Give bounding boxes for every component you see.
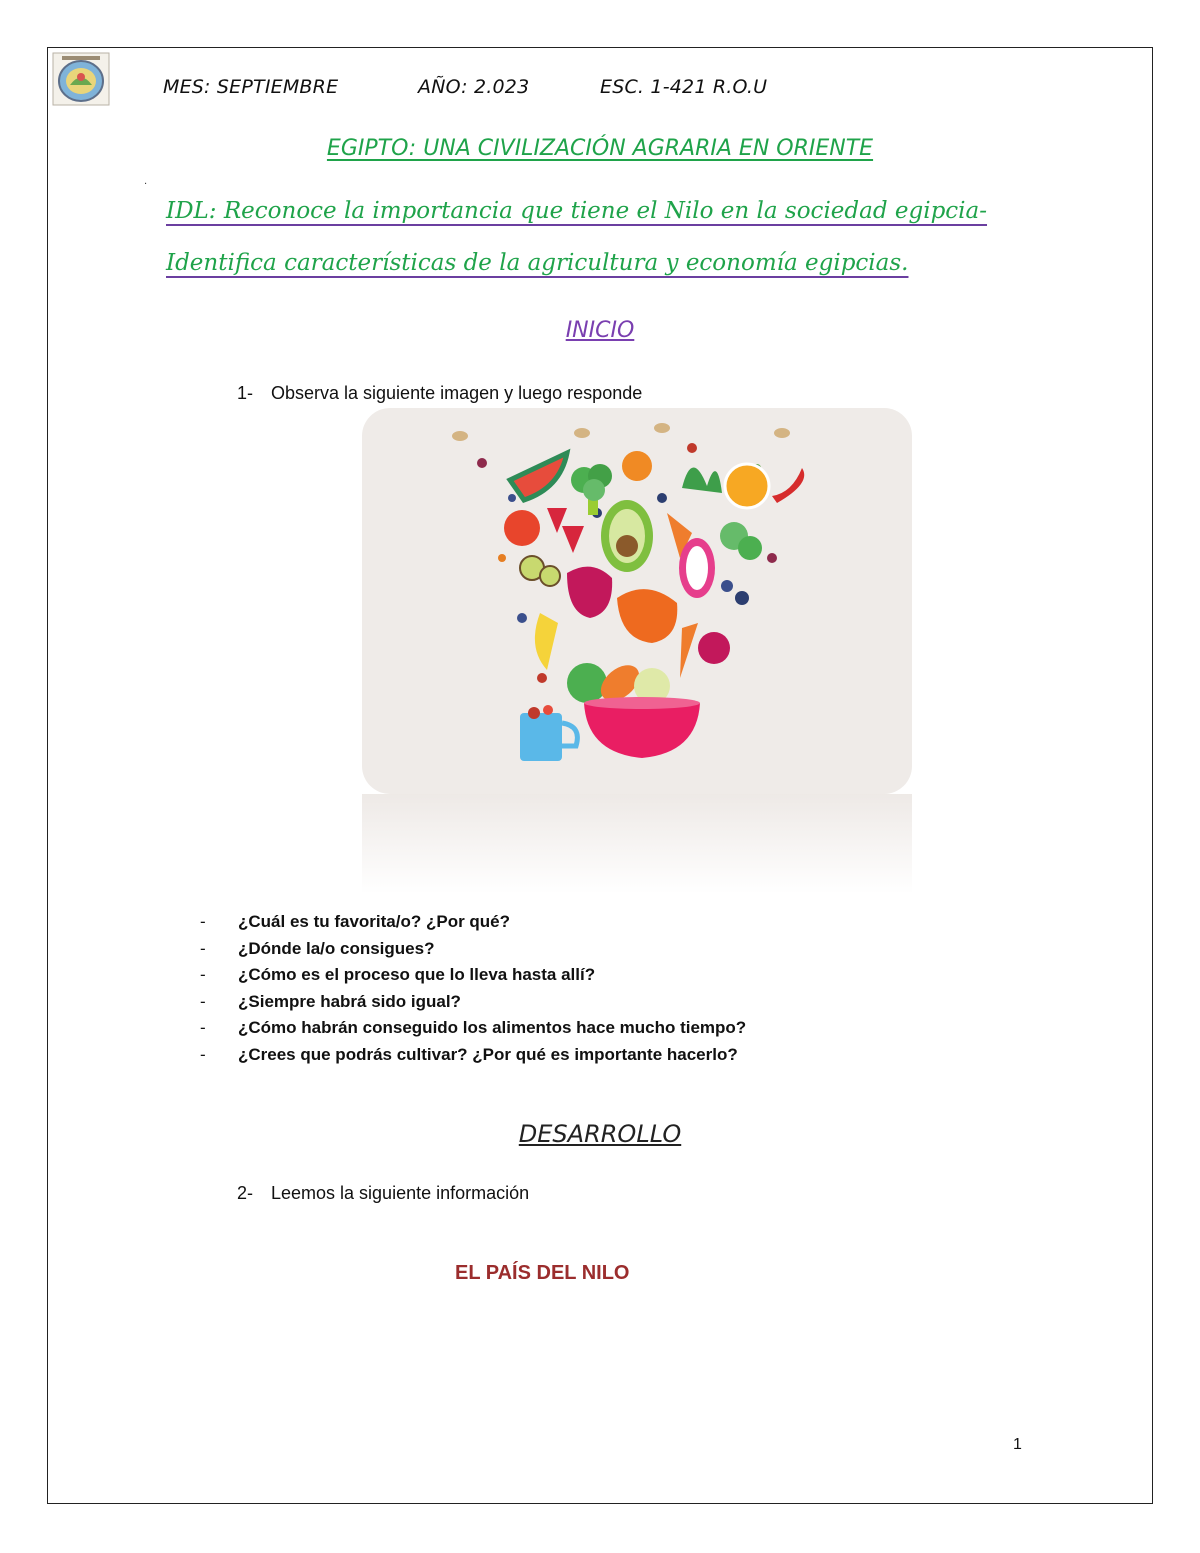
broccoli-right bbox=[720, 522, 762, 560]
red-pepper bbox=[567, 567, 612, 618]
header-school: ESC. 1-421 R.O.U bbox=[600, 76, 768, 98]
orange-pepper bbox=[617, 589, 677, 643]
list-item bbox=[200, 992, 746, 1019]
instruction-1 bbox=[237, 383, 642, 404]
bullet-dash: - bbox=[200, 991, 206, 1011]
tomato bbox=[504, 510, 540, 546]
list-item bbox=[200, 965, 746, 992]
chili bbox=[772, 468, 804, 503]
question-text: ¿Crees que podrás cultivar? ¿Por qué es importante hacerlo? bbox=[238, 1044, 738, 1064]
question-text: ¿Dónde la/o consigues? bbox=[238, 938, 435, 958]
cup bbox=[520, 713, 562, 761]
broccoli bbox=[571, 464, 612, 515]
instruction-number: 2- bbox=[237, 1183, 254, 1203]
salad-greens bbox=[567, 663, 607, 703]
bullet-dash: - bbox=[200, 1018, 206, 1037]
carrot bbox=[680, 623, 698, 678]
question-text: ¿Siempre habrá sido igual? bbox=[238, 991, 461, 1011]
question-text: ¿Cómo es el proceso que lo lleva hasta allí? bbox=[238, 965, 596, 984]
question-text: ¿Cuál es tu favorita/o? ¿Por qué? bbox=[238, 912, 511, 931]
section-heading-desarrollo: DESARROLLO bbox=[518, 1120, 682, 1148]
watermelon bbox=[510, 453, 567, 500]
stray-dot: . bbox=[144, 176, 148, 187]
bullet-dash: - bbox=[200, 912, 206, 931]
section-subtitle: EL PAÍS DEL NILO bbox=[455, 1262, 630, 1284]
list-item bbox=[200, 1018, 746, 1045]
list-item bbox=[200, 1045, 746, 1072]
dragon-fruit-2 bbox=[698, 632, 730, 664]
strawberry-2 bbox=[562, 526, 584, 553]
bullet-dash: - bbox=[200, 938, 206, 958]
instruction-text: Leemos la siguiente información bbox=[271, 1183, 530, 1203]
instruction-2 bbox=[237, 1183, 529, 1204]
page-title: EGIPTO: UNA CIVILIZACIÓN AGRARIA EN ORIENTE bbox=[326, 136, 874, 161]
image-reflection bbox=[362, 794, 912, 894]
banana bbox=[535, 613, 558, 670]
header-month: MES: SEPTIEMBRE bbox=[163, 76, 339, 98]
list-item bbox=[200, 912, 746, 939]
header-year: AÑO: 2.023 bbox=[418, 76, 530, 98]
instruction-text: Observa la siguiente imagen y luego responde bbox=[271, 383, 643, 403]
section-heading-inicio: INICIO bbox=[565, 318, 635, 343]
idl-line-2: Identifica características de la agricultura y economía egipcias. bbox=[166, 250, 909, 276]
list-item bbox=[200, 939, 746, 966]
school-logo bbox=[52, 52, 110, 106]
fruits-vegetables-illustration bbox=[362, 408, 912, 794]
bullet-dash: - bbox=[200, 965, 206, 984]
page-number: 1 bbox=[1013, 1436, 1022, 1453]
idl-line-1: IDL: Reconoce la importancia que tiene el Nilo en la sociedad egipcia- bbox=[166, 198, 988, 224]
bowl bbox=[584, 703, 700, 758]
bullet-dash: - bbox=[200, 1044, 206, 1064]
orange bbox=[622, 451, 652, 481]
instruction-number: 1- bbox=[237, 383, 254, 403]
question-list bbox=[200, 912, 746, 1071]
question-text: ¿Cómo habrán conseguido los alimentos hace mucho tiempo? bbox=[238, 1018, 747, 1037]
greens bbox=[682, 467, 722, 493]
orange-slice bbox=[725, 464, 769, 508]
illustration-art bbox=[362, 408, 912, 794]
